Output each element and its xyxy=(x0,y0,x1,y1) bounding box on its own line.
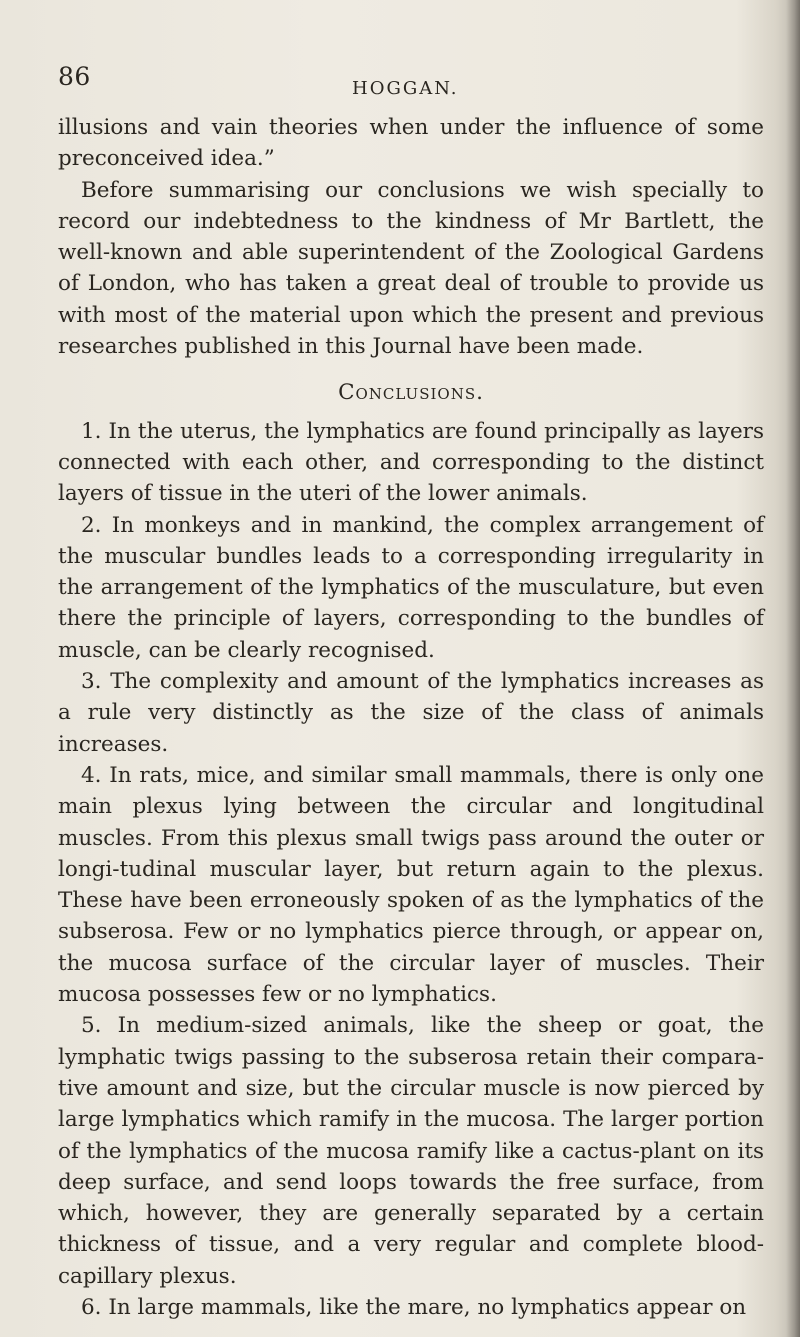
body-text xyxy=(58,112,764,1323)
conclusion-item-2: 2. In monkeys and in mankind, the complex arrangement of the muscular bundles leads to a corresponding irregularity in the arrangement of the lymphatics of the musculature, but even there the principle of layers, corresponding to the bundles of muscle, can be clearly recognised. xyxy=(58,512,764,663)
conclusion-item-1: 1. In the uterus, the lymphatics are found principally as layers connected with each other, and corresponding to the distinct layers of tissue in the uteri of the lower animals. xyxy=(58,418,764,507)
conclusion-item-5: 5. In medium-sized animals, like the sheep or goat, the lymphatic twigs passing to the subserosa retain their compara-tive amount and size, but the circular muscle is now pierced by large lymphatics which ramify in the mucosa. The larger portion of the lymphatics of the mucosa ramify like a cactus-plant on its deep surface, and send loops towards the free surface, from which, however, they are generally separated by a certain thickness of tissue, and a very regular and complete blood-capillary plexus. xyxy=(58,1013,764,1289)
conclusion-item-6: 6. In large mammals, like the mare, no lymphatics appear on xyxy=(81,1294,747,1320)
paragraph-acknowledgement: Before summarising our conclusions we wish specially to record our indebtedness to the kindness of Mr Bartlett, the well-known and able superintendent of the Zoological Gardens of London, who has taken a great deal of trouble to provide us with most of the material upon which the present and previous researches published in this Journal have been made. xyxy=(58,177,764,360)
page-edge-shadow xyxy=(786,0,800,1337)
conclusions-heading: Conclusions. xyxy=(338,380,484,406)
page-number: 86 xyxy=(58,62,91,91)
paragraph-continuation: illusions and vain theories when under the influence of some preconceived idea.” xyxy=(58,115,764,172)
running-head: HOGGAN. xyxy=(352,78,459,99)
conclusion-item-4: 4. In rats, mice, and similar small mammals, there is only one main plexus lying between the circular and longitudinal muscles. From this plexus small twigs pass around the outer or longi-tudinal muscular layer, but return again to the plexus. These have been erroneously spoken of as the lymphatics of the subserosa. Few or no lymphatics pierce through, or appear on, the mucosa surface of the circular layer of muscles. Their mucosa possesses few or no lymphatics. xyxy=(58,762,764,1008)
conclusion-item-3: 3. The complexity and amount of the lymphatics increases as a rule very distinctly as the size of the class of animals increases. xyxy=(58,669,764,757)
